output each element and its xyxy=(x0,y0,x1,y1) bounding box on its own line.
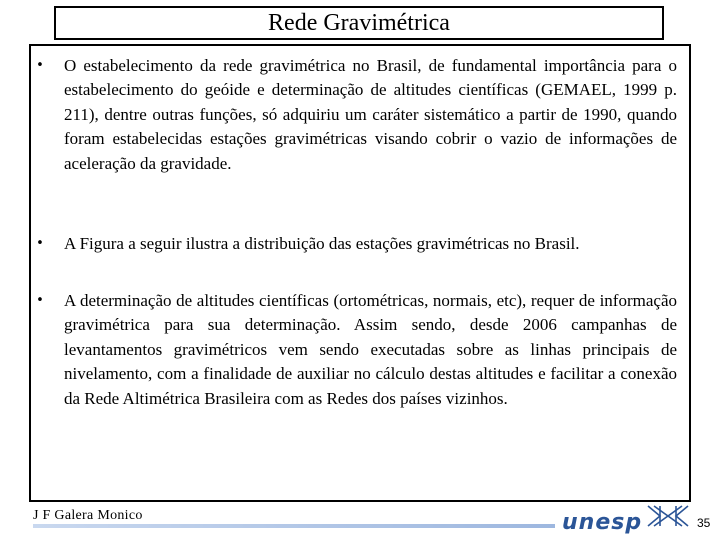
bullet-marker: • xyxy=(36,236,44,251)
bullet-text: O estabelecimento da rede gravimétrica no Brasil, de fundamental importância para o estabelecimento do geóide e determinação de altitudes científicas (GEMAEL, 1999 p. 211), dentre outras funções, só adquiriu um caráter sistemático a partir de 1990, quando foram estabelecidas estações gravimétricas visando cobrir o vazio de informações de aceleração da gravidade. xyxy=(64,56,677,173)
content-frame xyxy=(29,44,691,502)
slide-title: Rede Gravimétrica xyxy=(54,6,664,40)
bullet-text: A determinação de altitudes científicas (ortométricas, normais, etc), requer de informação gravimétrica para sua determinação. Assim sendo, desde 2006 campanhas de levantamentos gravimétricos vem sendo executadas sobre as linhas principais de nivelamento, com a finalidade de auxiliar no cálculo destas altitudes e facilitar a conexão da Rede Altimétrica Brasileira com as Redes dos países vizinhos. xyxy=(64,291,677,408)
footer-divider xyxy=(33,524,555,528)
unesp-emblem-icon xyxy=(646,504,690,528)
footer-author: J F Galera Monico xyxy=(33,508,143,523)
unesp-logo: unesp xyxy=(562,510,643,535)
bullet-marker: • xyxy=(36,58,44,73)
bullet-marker: • xyxy=(36,293,44,308)
page-number: 35 xyxy=(697,516,711,530)
bullet-text: A Figura a seguir ilustra a distribuição das estações gravimétricas no Brasil. xyxy=(64,234,580,253)
